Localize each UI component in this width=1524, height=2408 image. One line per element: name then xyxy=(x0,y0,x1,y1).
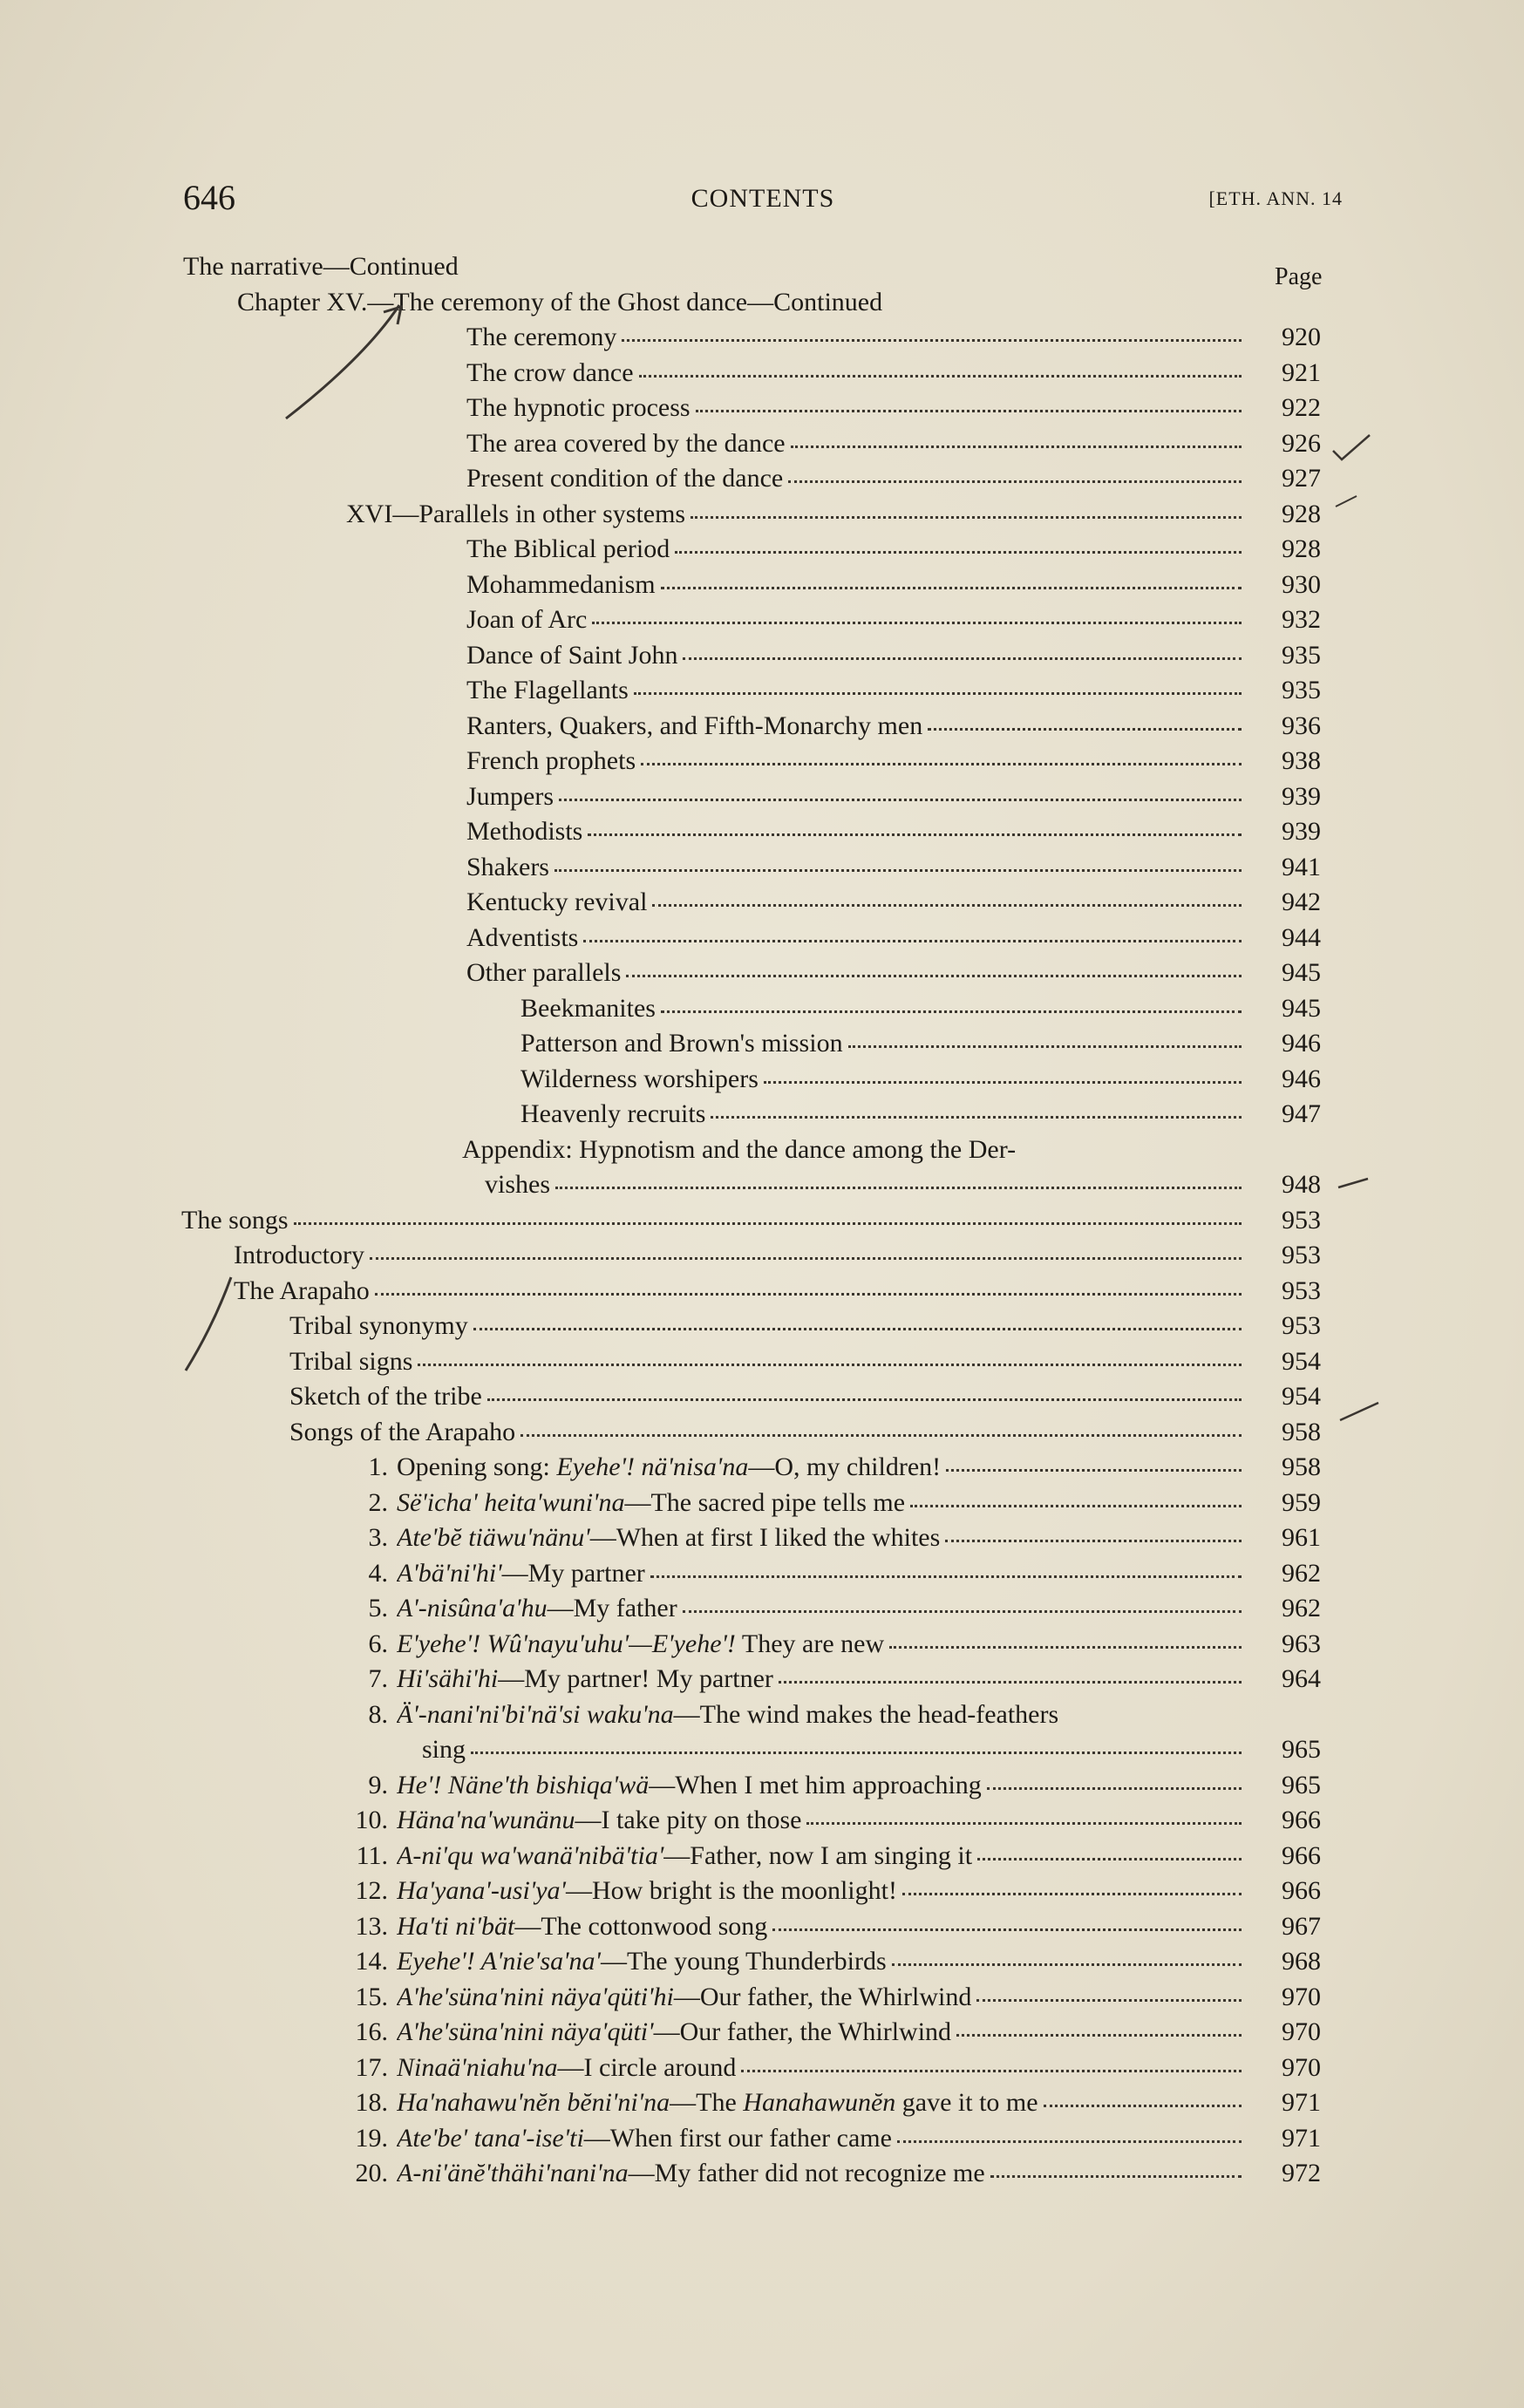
toc-entry-title: Adventists xyxy=(466,922,579,952)
toc-entry-title: Ha'ti ni'bät—The cottonwood song xyxy=(397,1911,768,1941)
toc-page-number: 971 xyxy=(1282,2123,1321,2153)
dot-leader xyxy=(956,2030,1242,2037)
toc-entry xyxy=(0,921,1524,956)
toc-entry-title: Sketch of the tribe xyxy=(289,1382,482,1411)
toc-entry xyxy=(0,1697,1524,1733)
toc-entry-text xyxy=(397,1627,1248,1662)
toc-page-number: 966 xyxy=(1282,1806,1321,1834)
toc-entry xyxy=(0,1732,1524,1768)
toc-entry-text xyxy=(289,1344,1248,1379)
dot-leader xyxy=(691,513,1242,519)
toc-entry-title: Dance of Saint John xyxy=(466,640,678,670)
toc-entry-text xyxy=(466,461,1248,496)
dot-leader xyxy=(889,1643,1242,1649)
dot-leader xyxy=(592,618,1242,624)
toc-page-number: 953 xyxy=(1282,1205,1321,1235)
toc-entry-text xyxy=(466,850,1248,885)
dot-leader xyxy=(471,1748,1242,1754)
toc-entry-title: Jumpers xyxy=(466,781,554,811)
dot-leader xyxy=(696,406,1242,412)
toc-page-number: 958 xyxy=(1282,1452,1321,1481)
toc-entry xyxy=(0,1909,1524,1945)
toc-entry-title: sing xyxy=(422,1735,466,1764)
toc-entry-text xyxy=(466,532,1248,567)
toc-entry xyxy=(0,709,1524,745)
toc-entry xyxy=(0,779,1524,815)
toc-entry-text xyxy=(466,709,1248,744)
song-number: 11. xyxy=(356,1840,388,1870)
dot-leader xyxy=(555,1183,1242,1189)
toc-entry xyxy=(0,1415,1524,1451)
page-column-label: Page xyxy=(1275,263,1323,290)
dot-leader xyxy=(650,1572,1242,1578)
dot-leader xyxy=(661,583,1242,589)
series-reference: [ETH. ANN. 14 xyxy=(1208,187,1343,209)
toc-entry-text xyxy=(289,1379,1248,1414)
toc-entry-title: The area covered by the dance xyxy=(466,428,786,458)
toc-page-number: 968 xyxy=(1282,1947,1321,1976)
dot-leader xyxy=(806,1819,1242,1825)
toc-entry xyxy=(0,1662,1524,1697)
toc-entry-text xyxy=(466,320,1248,355)
toc-entry-text xyxy=(466,956,1248,990)
toc-page-number: 970 xyxy=(1282,1982,1321,2011)
dot-leader xyxy=(1044,2101,1242,2107)
toc-entry xyxy=(0,1944,1524,1980)
song-number: 20. xyxy=(355,2159,388,2187)
toc-page-number: 941 xyxy=(1282,852,1321,881)
toc-entry xyxy=(0,1556,1524,1592)
toc-page-number: 965 xyxy=(1282,1770,1321,1799)
toc-entry-title: The Biblical period xyxy=(466,534,670,563)
toc-entry-text xyxy=(466,602,1248,637)
toc-page-number: 962 xyxy=(1282,1594,1321,1622)
toc-entry-text xyxy=(466,921,1248,956)
toc-entry-text xyxy=(397,2015,1248,2050)
dot-leader xyxy=(559,795,1242,801)
song-number: 16. xyxy=(355,2017,388,2046)
toc-entry-title: Mohammedanism xyxy=(466,569,656,599)
toc-entry xyxy=(0,673,1524,709)
toc-page-number: 966 xyxy=(1282,1840,1321,1870)
toc-entry-title: Other parallels xyxy=(466,958,622,987)
toc-entry-title: Kentucky revival xyxy=(466,888,648,916)
toc-entry xyxy=(0,1874,1524,1909)
toc-entry xyxy=(0,461,1524,497)
toc-entry xyxy=(0,602,1524,638)
toc-entry-text xyxy=(183,249,459,284)
toc-entry-text xyxy=(181,1203,1248,1238)
toc-page-number: 965 xyxy=(1282,1735,1321,1764)
song-number: 10. xyxy=(355,1806,388,1834)
toc-page-number: 947 xyxy=(1282,1099,1321,1128)
dot-leader xyxy=(588,830,1242,836)
dot-leader xyxy=(987,1784,1242,1790)
toc-entry-text xyxy=(397,1980,1248,2015)
toc-page-number: 935 xyxy=(1282,676,1321,704)
toc-entry-text xyxy=(397,2085,1248,2120)
toc-entry-title: The narrative—Continued xyxy=(183,252,459,281)
toc-entry xyxy=(0,1133,1524,1168)
toc-entry-title: Appendix: Hypnotism and the dance among the Der- xyxy=(462,1134,1017,1164)
toc-entry-text xyxy=(462,1133,1016,1167)
dot-leader xyxy=(945,1536,1242,1542)
toc-entry xyxy=(0,391,1524,426)
toc-entry-text xyxy=(397,1944,1248,1979)
dot-leader xyxy=(902,1889,1242,1895)
toc-page-number: 922 xyxy=(1282,393,1321,422)
toc-entry xyxy=(0,532,1524,568)
pencil-slash-mark xyxy=(277,296,417,427)
toc-page-number: 953 xyxy=(1282,1241,1321,1269)
toc-entry-title: French prophets xyxy=(466,746,636,775)
pencil-tick-mark xyxy=(1338,1399,1382,1425)
toc-page-number: 938 xyxy=(1282,746,1321,775)
toc-entry-text xyxy=(520,1062,1248,1097)
song-number: 19. xyxy=(355,2123,388,2153)
toc-entry-text xyxy=(466,356,1248,391)
toc-entry-text xyxy=(466,426,1248,461)
dot-leader xyxy=(294,1219,1242,1225)
dot-leader xyxy=(418,1360,1242,1366)
toc-entry xyxy=(0,1627,1524,1663)
toc-entry xyxy=(0,1026,1524,1062)
toc-page-number: 954 xyxy=(1282,1346,1321,1376)
song-number: 5. xyxy=(368,1594,388,1622)
toc-entry-title: E'yehe'! Wû'nayu'uhu'—E'yehe'! They are new xyxy=(397,1629,885,1658)
toc-page-number: 920 xyxy=(1282,323,1321,351)
toc-entry-title: The Flagellants xyxy=(466,676,629,704)
toc-entry-text xyxy=(422,1732,1248,1767)
toc-entry-title: Present condition of the dance xyxy=(466,464,784,493)
toc-page-number: 930 xyxy=(1282,569,1321,599)
toc-entry xyxy=(0,1238,1524,1274)
toc-page-number: 961 xyxy=(1282,1523,1321,1552)
toc-page-number: 966 xyxy=(1282,1876,1321,1905)
toc-page-number: 944 xyxy=(1282,922,1321,952)
toc-entry xyxy=(0,2121,1524,2157)
song-number: 6. xyxy=(368,1629,388,1658)
toc-entry-text xyxy=(397,1486,1248,1520)
toc-entry xyxy=(0,1980,1524,2016)
page-header xyxy=(183,177,1343,221)
song-number: 9. xyxy=(368,1770,388,1799)
toc-entry-title: Patterson and Brown's mission xyxy=(520,1029,843,1058)
toc-entry-text xyxy=(520,991,1248,1026)
toc-entry xyxy=(0,1379,1524,1415)
toc-entry xyxy=(0,956,1524,991)
toc-page-number: 946 xyxy=(1282,1064,1321,1093)
toc-entry xyxy=(0,2156,1524,2192)
toc-entry-title: A'he'süna'nini näya'qüti'hi—Our father, the Whirlwind xyxy=(397,1982,972,2011)
toc-entry xyxy=(0,1803,1524,1839)
dot-leader xyxy=(946,1466,1242,1472)
toc-page-number: 926 xyxy=(1282,428,1321,458)
dot-leader xyxy=(791,442,1242,448)
toc-entry-title: Ä'-nani'ni'bi'nä'si waku'na—The wind makes the head-feathers xyxy=(397,1699,1059,1729)
dot-leader xyxy=(990,2172,1242,2178)
toc-entry-title: Chapter XV.—The ceremony of the Ghost dance—Continued xyxy=(237,287,883,316)
dot-leader xyxy=(520,1431,1242,1437)
toc-entry-text xyxy=(397,1520,1248,1555)
toc-entry-title: Häna'na'wunänu—I take pity on those xyxy=(397,1806,802,1834)
toc-entry-text xyxy=(466,568,1248,602)
dot-leader xyxy=(626,971,1242,977)
toc-entry-title: Eyehe'! A'nie'sa'na'—The young Thunderbirds xyxy=(397,1947,887,1976)
toc-entry-text xyxy=(234,1274,1248,1309)
toc-entry-text xyxy=(397,1768,1248,1803)
toc-page-number: 928 xyxy=(1282,534,1321,563)
toc-entry xyxy=(0,1450,1524,1486)
toc-entry-title: The songs xyxy=(181,1205,289,1235)
toc-entry-title: The crow dance xyxy=(466,357,634,387)
toc-entry-text xyxy=(397,1839,1248,1874)
dot-leader xyxy=(788,477,1242,483)
song-number: 8. xyxy=(368,1699,388,1729)
toc-entry-text xyxy=(466,638,1248,673)
toc-entry xyxy=(0,2051,1524,2086)
toc-entry-title: Ranters, Quakers, and Fifth-Monarchy men xyxy=(466,711,923,740)
toc-entry-title: Ha'nahawu'nĕn bĕni'ni'na—The Hanahawunĕn gave it to me xyxy=(397,2088,1038,2117)
dot-leader xyxy=(370,1254,1242,1260)
song-number: 4. xyxy=(368,1558,388,1588)
toc-page-number: 970 xyxy=(1282,2052,1321,2082)
toc-entry xyxy=(0,1520,1524,1556)
toc-entry-title: The hypnotic process xyxy=(466,393,691,422)
toc-entry xyxy=(0,1486,1524,1521)
toc-page-number: 971 xyxy=(1282,2088,1321,2117)
toc-entry xyxy=(0,2085,1524,2121)
toc-entry-text xyxy=(289,1309,1248,1343)
song-number: 15. xyxy=(355,1982,388,2011)
toc-entry-title: Së'icha' heita'wuni'na—The sacred pipe tells me xyxy=(397,1487,906,1517)
toc-entry xyxy=(0,2015,1524,2051)
toc-page-number: 942 xyxy=(1282,888,1321,916)
dot-leader xyxy=(675,548,1242,554)
toc-entry-text xyxy=(397,2156,1248,2191)
dot-leader xyxy=(583,936,1242,942)
dot-leader xyxy=(741,2066,1242,2072)
toc-entry-title: Hi'sähi'hi—My partner! My partner xyxy=(397,1664,773,1693)
toc-entry xyxy=(0,638,1524,674)
toc-entry-text xyxy=(397,2051,1248,2085)
toc-entry-text xyxy=(466,673,1248,708)
toc-entry xyxy=(0,1062,1524,1098)
dot-leader xyxy=(779,1677,1242,1684)
dot-leader xyxy=(473,1324,1242,1330)
toc-page-number: 935 xyxy=(1282,640,1321,670)
toc-page-number: 953 xyxy=(1282,1311,1321,1340)
toc-entry-text xyxy=(466,391,1248,425)
toc-page-number: 970 xyxy=(1282,2017,1321,2046)
toc-entry xyxy=(0,1167,1524,1203)
dot-leader xyxy=(928,724,1242,731)
toc-page-number: 958 xyxy=(1282,1417,1321,1446)
toc-entry-title: Opening song: Eyehe'! nä'nisa'na—O, my children! xyxy=(397,1452,942,1481)
toc-page-number: 959 xyxy=(1282,1487,1321,1517)
toc-entry-title: A-ni'qu wa'wanä'nibä'tia'—Father, now I am singing it xyxy=(397,1840,973,1870)
toc-entry-text xyxy=(466,744,1248,779)
toc-entry-text xyxy=(466,814,1248,849)
toc-entry xyxy=(0,356,1524,391)
toc-page-number: 953 xyxy=(1282,1275,1321,1305)
song-number: 18. xyxy=(355,2088,388,2117)
toc-page-number: 936 xyxy=(1282,711,1321,740)
dot-leader xyxy=(910,1501,1242,1507)
toc-entry xyxy=(0,497,1524,533)
table-of-contents xyxy=(0,249,1524,2192)
dot-leader xyxy=(661,1007,1242,1013)
toc-page-number: 948 xyxy=(1282,1170,1321,1199)
toc-entry-text xyxy=(397,1874,1248,1908)
toc-page-number: 963 xyxy=(1282,1629,1321,1658)
dot-leader xyxy=(554,866,1242,872)
toc-page-number: 928 xyxy=(1282,499,1321,528)
toc-entry-text xyxy=(346,497,1248,532)
toc-entry xyxy=(0,249,1524,285)
song-number: 14. xyxy=(355,1947,388,1976)
toc-entry-title: Wilderness worshipers xyxy=(520,1064,759,1093)
toc-entry-title: XVI—Parallels in other systems xyxy=(346,499,686,528)
toc-page-number: 939 xyxy=(1282,781,1321,811)
toc-entry xyxy=(0,426,1524,462)
toc-entry-text xyxy=(520,1026,1248,1061)
toc-entry-text xyxy=(397,2121,1248,2156)
song-number: 2. xyxy=(368,1487,388,1517)
toc-entry-text xyxy=(466,779,1248,814)
toc-entry-text xyxy=(397,1450,1248,1485)
dot-leader xyxy=(977,1854,1242,1860)
toc-entry xyxy=(0,850,1524,886)
toc-entry-title: vishes xyxy=(485,1170,550,1199)
toc-page-number: 967 xyxy=(1282,1911,1321,1941)
toc-entry-title: The ceremony xyxy=(466,323,617,351)
toc-entry xyxy=(0,1839,1524,1874)
toc-entry xyxy=(0,1768,1524,1804)
toc-entry-text xyxy=(397,1591,1248,1626)
toc-page-number: 945 xyxy=(1282,993,1321,1023)
toc-page-number: 946 xyxy=(1282,1029,1321,1058)
running-title: CONTENTS xyxy=(691,184,835,213)
toc-entry xyxy=(0,991,1524,1027)
toc-entry-title: Tribal synonymy xyxy=(289,1311,468,1340)
toc-page-number: 972 xyxy=(1282,2159,1321,2187)
toc-entry-title: Introductory xyxy=(234,1241,364,1269)
dot-leader xyxy=(897,2137,1242,2143)
toc-entry-title: Joan of Arc xyxy=(466,605,588,634)
toc-entry xyxy=(0,744,1524,779)
dot-leader xyxy=(487,1395,1242,1401)
toc-page-number: 962 xyxy=(1282,1558,1321,1588)
toc-entry-title: Heavenly recruits xyxy=(520,1099,706,1128)
dot-leader xyxy=(772,1925,1242,1931)
toc-entry-title: Tribal signs xyxy=(289,1346,413,1376)
dot-leader xyxy=(976,1996,1242,2002)
toc-entry-text xyxy=(520,1097,1248,1132)
toc-page-number: 927 xyxy=(1282,464,1321,493)
dot-leader xyxy=(683,654,1242,660)
song-number: 17. xyxy=(355,2052,388,2082)
toc-entry-title: Methodists xyxy=(466,817,583,846)
toc-entry-title: A'bä'ni'hi'—My partner xyxy=(397,1558,645,1588)
toc-entry-title: Beekmanites xyxy=(520,993,656,1023)
toc-entry xyxy=(0,814,1524,850)
toc-entry xyxy=(0,1591,1524,1627)
pencil-tick-mark xyxy=(1337,1173,1371,1191)
toc-entry xyxy=(0,1097,1524,1133)
pencil-check-mark xyxy=(1330,432,1373,466)
pencil-tick-mark xyxy=(1334,493,1360,510)
toc-entry-title: The Arapaho xyxy=(234,1275,370,1305)
toc-entry-text xyxy=(466,885,1248,920)
toc-entry-title: A'he'süna'nini näya'qüti'—Our father, the Whirlwind xyxy=(397,2017,952,2046)
dot-leader xyxy=(641,759,1242,765)
toc-entry xyxy=(0,1203,1524,1239)
dot-leader xyxy=(764,1078,1242,1084)
dot-leader xyxy=(652,901,1242,907)
toc-page-number: 954 xyxy=(1282,1382,1321,1411)
dot-leader xyxy=(622,336,1242,342)
dot-leader xyxy=(848,1042,1242,1048)
toc-entry-title: Songs of the Arapaho xyxy=(289,1417,516,1446)
toc-entry xyxy=(0,320,1524,356)
pencil-slash-mark xyxy=(179,1273,240,1377)
song-number: 13. xyxy=(355,1911,388,1941)
toc-entry-text xyxy=(397,1803,1248,1838)
toc-entry-title: He'! Näne'th bishiqa'wä—When I met him approaching xyxy=(397,1770,982,1799)
toc-entry-text xyxy=(397,1556,1248,1591)
dot-leader xyxy=(375,1289,1242,1296)
toc-entry-title: A-ni'änĕ'thähi'nani'na—My father did not recognize me xyxy=(397,2159,985,2187)
toc-page-number: 964 xyxy=(1282,1664,1321,1693)
toc-entry xyxy=(0,885,1524,921)
dot-leader xyxy=(634,689,1242,695)
toc-entry-text xyxy=(289,1415,1248,1450)
toc-page-number: 939 xyxy=(1282,817,1321,846)
toc-entry xyxy=(0,285,1524,321)
song-number: 1. xyxy=(368,1452,388,1481)
toc-entry-text xyxy=(397,1697,1058,1732)
dot-leader xyxy=(683,1607,1242,1613)
toc-page-number: 932 xyxy=(1282,605,1321,634)
toc-entry-text xyxy=(397,1662,1248,1697)
song-number: 3. xyxy=(368,1523,388,1552)
toc-entry-text xyxy=(397,1909,1248,1944)
toc-entry-title: A'-nisûna'a'hu—My father xyxy=(397,1594,677,1622)
toc-entry-text xyxy=(234,1238,1248,1273)
toc-page-number: 945 xyxy=(1282,958,1321,987)
toc-entry-title: Ate'be' tana'-ise'ti—When first our father came xyxy=(397,2123,892,2153)
toc-entry-title: Ate'bĕ tiäwu'nänu'—When at first I liked the whites xyxy=(397,1523,941,1552)
toc-entry-title: Ha'yana'-usi'ya'—How bright is the moonlight! xyxy=(397,1876,897,1905)
page-number: 646 xyxy=(183,178,235,217)
song-number: 7. xyxy=(368,1664,388,1693)
dot-leader xyxy=(892,1960,1242,1966)
song-number: 12. xyxy=(355,1876,388,1905)
toc-entry xyxy=(0,568,1524,603)
dot-leader xyxy=(639,371,1242,378)
toc-entry-title: Ninaä'niahu'na—I circle around xyxy=(397,2052,737,2082)
toc-entry-text xyxy=(485,1167,1248,1202)
toc-page-number: 921 xyxy=(1282,357,1321,387)
toc-entry-title: Shakers xyxy=(466,852,549,881)
dot-leader xyxy=(711,1112,1242,1119)
